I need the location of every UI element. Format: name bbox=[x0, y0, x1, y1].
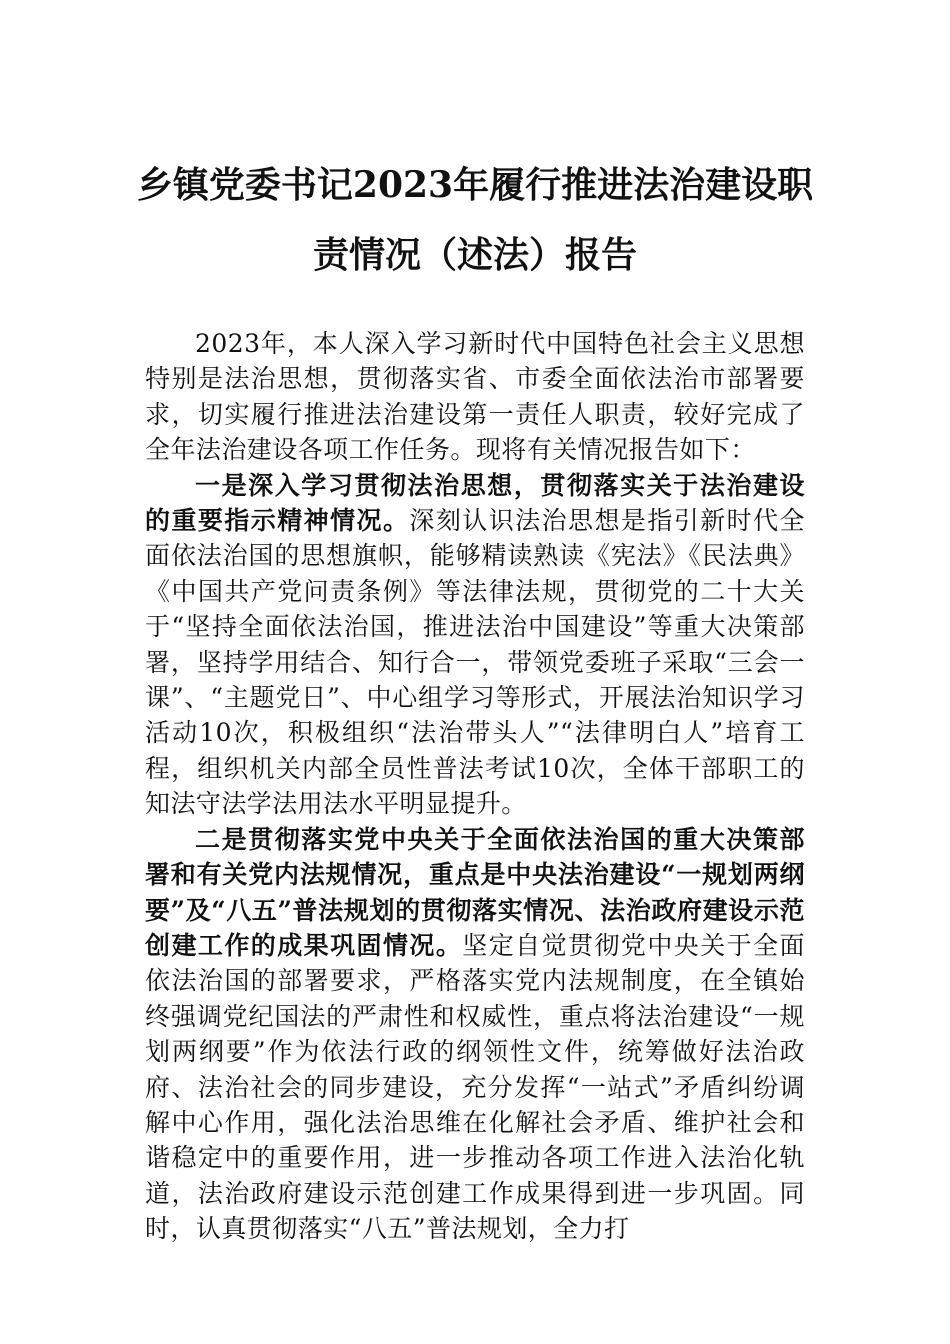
document-body bbox=[145, 326, 805, 1247]
paragraph-text: 深刻认识法治思想是指引新时代全面依法治国的思想旗帜，能够精读熟读《宪法》《民法典》《中国共产党问责条例》等法律法规，贯彻党的二十大关于“坚持全面依法治国，推进法治中国建设”等重大决策部署，坚持学用结合、知行合一，带领党委班子采取“三会一课”、“主题党日”、中心组学习等形式，开展法治知识学习活动10次，积极组织“法治带头人”“法律明白人”培育工程，组织机关内部全员性普法考试10次，全体干部职工的知法守法学法用法水平明显提升。 bbox=[145, 506, 805, 819]
paragraph-lead: 一是深入学习贯彻法治思想，贯彻落实关于法治建设的重要指示精神情况。 bbox=[145, 470, 805, 536]
paragraph-intro bbox=[145, 326, 805, 468]
document-title bbox=[130, 150, 820, 290]
paragraph-lead: 二是贯彻落实党中央关于全面依法治国的重大决策部署和有关党内法规情况，重点是中央法治建设“一规划两纲要”及“八五”普法规划的贯彻落实情况、法治政府建设示范创建工作的成果巩固情况。 bbox=[145, 824, 805, 960]
paragraph-text: 2023年，本人深入学习新时代中国特色社会主义思想特别是法治思想，贯彻落实省、市委全面依法治市部署要求，切实履行推进法治建设第一责任人职责，较好完成了全年法治建设各项工作任务。现将有关情况报告如下： bbox=[145, 329, 805, 465]
paragraph-section-2 bbox=[145, 822, 805, 1247]
title-line-1: 乡镇党委书记2023年履行推进法治建设职 bbox=[136, 164, 814, 206]
title-line-2: 责情况（述法）报告 bbox=[312, 234, 637, 276]
paragraph-section-1 bbox=[145, 468, 805, 822]
paragraph-text: 坚定自觉贯彻党中央关于全面依法治国的部署要求，严格落实党内法规制度，在全镇始终强调党纪国法的严肃性和权威性，重点将法治建设“一规划两纲要”作为依法行政的纲领性文件，统筹做好法治政府、法治社会的同步建设，充分发挥“一站式”矛盾纠纷调解中心作用，强化法治思维在化解社会矛盾、维护社会和谐稳定中的重要作用，进一步推动各项工作进入法治化轨道，法治政府建设示范创建工作成果得到进一步巩固。同时，认真贯彻落实“八五”普法规划，全力打 bbox=[145, 930, 805, 1244]
